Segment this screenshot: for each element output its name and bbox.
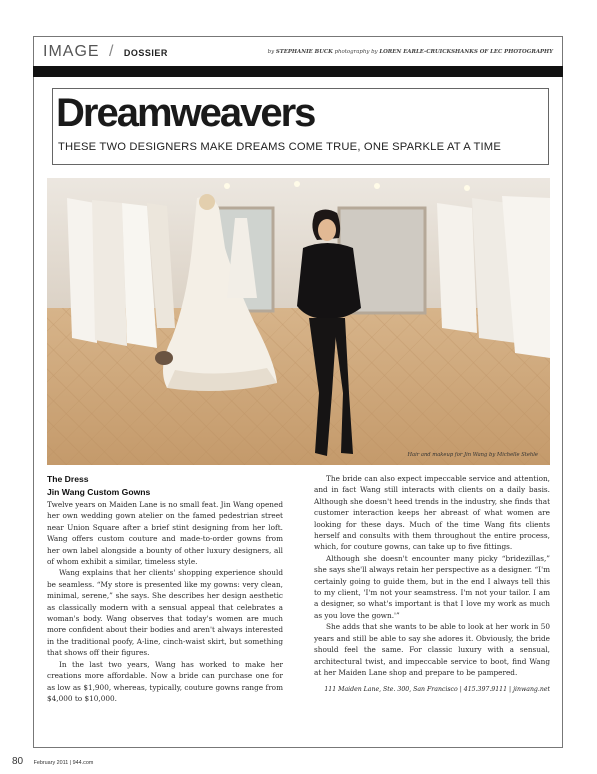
page-footer	[12, 751, 93, 769]
photo-credit: Hair and makeup for Jin Wang by Michelle Stehle	[407, 452, 538, 458]
photo-illustration	[47, 178, 550, 465]
feature-photo	[47, 178, 550, 465]
section-separator: /	[109, 43, 115, 60]
paragraph: The bride can also expect impeccable service and attention, and in fact Wang still interacts with clients on a daily basis. Although she doesn't heed trends in the industry, she finds that customer interaction keeps her abreast of what women are looking for these days. Much of the time Wang fits clients herself and consults with them throughout the entire process, which, for couture gowns, can take up to five fittings.	[314, 474, 550, 552]
article-column-left	[47, 473, 283, 704]
article-title: Dreamweavers	[56, 91, 315, 135]
article-subtitle: THESE TWO DESIGNERS MAKE DREAMS COME TRUE, ONE SPARKLE AT A TIME	[58, 141, 501, 153]
title-box	[52, 88, 549, 165]
header-rule	[33, 66, 563, 77]
designer-heading: Jin Wang Custom Gowns	[47, 487, 151, 497]
byline-prefix: by	[267, 49, 275, 55]
section-header	[43, 43, 553, 65]
paragraph: Although she doesn't encounter many picky “bridezillas,” she says she'll always retain her perspective as a designer. “I'm certainly going to guide them, but in the end I always tell this to my client, 'I'm not your seamstress. I'm not your tailor. I am a designer, so what's important is that I love my work as much as you love the gown.'”	[314, 553, 550, 620]
section-name: IMAGE	[43, 43, 100, 60]
photographer-name: LOREN EARLE-CRUICKSHANKS OF LEC PHOTOGRAPHY	[379, 49, 553, 55]
byline	[268, 49, 553, 55]
paragraph: In the last two years, Wang has worked to make her creations more affordable. Now a bride can purchase one for as low as $1,900, whereas, typically, couture gowns range from $4,000 to $10,000.	[47, 659, 283, 703]
subsection-name: DOSSIER	[123, 48, 168, 58]
issue-info: February 2011 | 944.com	[33, 760, 94, 766]
article-column-right	[314, 473, 550, 696]
page-number: 80	[12, 756, 24, 767]
shop-address: 111 Maiden Lane, Ste. 300, San Francisco | 415.397.9111 | jinwang.net	[324, 686, 550, 694]
paragraph: Twelve years on Maiden Lane is no small feat. Jin Wang opened her own wedding gown atelier on the famed pedestrian street near Union Square after a brief stint designing from her loft. Wang offers custom couture and made-to-order gowns from her own label alongside a bounty of other luxury designers, all of whom exhibit a similar, timeless style.	[47, 500, 283, 567]
section-heading: The Dress	[47, 474, 89, 484]
paragraph: She adds that she wants to be able to look at her work in 50 years and still be able to say she adores it. Obviously, the bride should feel the same. For classic luxury with a sensual, architectural twist, and impeccable service to boot, find Wang at her Maiden Lane shop and prepare to be pampered.	[314, 622, 550, 677]
author-name: STEPHANIE BUCK	[275, 49, 333, 55]
section-label	[43, 43, 168, 61]
photo-by-label: photography by	[334, 49, 378, 55]
paragraph: Wang explains that her clients' shopping experience should be seamless. “My store is presented like my gowns: very clean, minimal, serene,” she says. She describes her design aesthetic as classically modern with a sensual appeal that celebrates a woman's body. Wang observes that today's women are much more confident about their bodies and aren't always interested in the traditional poofy, A-line, cinch-waist skirt, but something that shows off their figures.	[47, 568, 283, 658]
